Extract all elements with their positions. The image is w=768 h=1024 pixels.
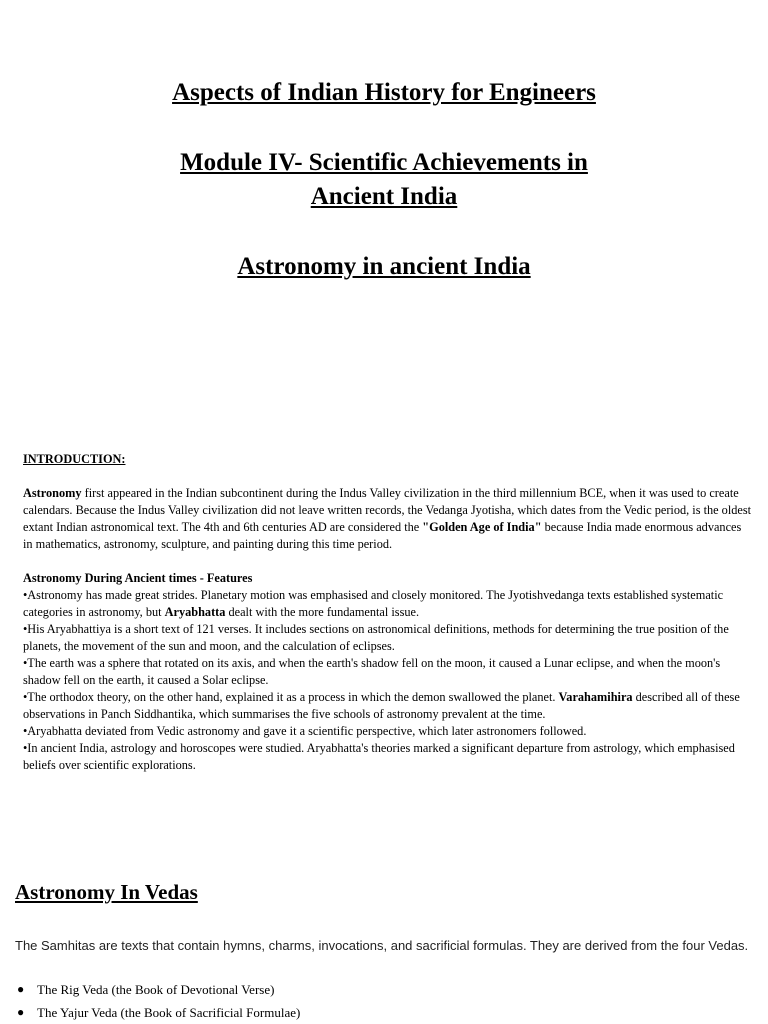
topic-title: Astronomy in ancient India (237, 253, 531, 280)
veda-label: The Rig Veda (the Book of Devotional Verse) (37, 982, 275, 997)
varahamihira-term: Varahamihira (558, 690, 633, 704)
feature-bullet-5: •Aryabhatta deviated from Vedic astronomy and gave it a scientific perspective, which later astronomers followed. (23, 724, 587, 738)
feature-bullet-1 (23, 587, 753, 621)
veda-label: The Yajur Veda (the Book of Sacrificial Formulae) (37, 1005, 301, 1020)
introduction-heading: INTRODUCTION: (23, 452, 126, 466)
bullet-icon: ● (17, 982, 25, 996)
feature-bullet-2: •His Aryabhattiya is a short text of 121 verses. It includes sections on astronomical definitions, methods for determining the true position of the planets, the movement of the sun and moon, and the calculation of eclipses. (23, 622, 729, 653)
introduction-section (23, 451, 753, 774)
module-title-line2: Ancient India (310, 183, 458, 210)
intro-text-2: because India made enormous advances in mathematics, astronomy, sculpture, and painting during this time period. (23, 520, 742, 551)
feature-4-end: described all of these observations in Panch Siddhantika, which summarises the five schools of astronomy prevalent at the time. (23, 690, 740, 721)
feature-bullet-3: •The earth was a sphere that rotated on its axis, and when the earth's shadow fell on the moon, it caused a Lunar eclipse, and when the moon's shadow fell on the earth, it caused a Solar eclipse. (23, 656, 721, 687)
course-title: Aspects of Indian History for Engineers (172, 79, 596, 106)
feature-bullet-6: •In ancient India, astrology and horoscopes were studied. Aryabhatta's theories marked a significant departure from astrology, which emphasised beliefs over scientific explorations. (23, 741, 735, 772)
veda-list (15, 978, 755, 1024)
vedas-heading: Astronomy In Vedas (15, 880, 198, 904)
feature-bullet-4 (23, 689, 753, 723)
introduction-paragraph (23, 485, 753, 553)
feature-4-text: •The orthodox theory, on the other hand, explained it as a process in which the demon swallowed the planet. (23, 690, 559, 704)
golden-age-term: "Golden Age of India" (422, 520, 542, 534)
aryabhatta-term: Aryabhatta (164, 605, 226, 619)
bullet-icon: ● (17, 1005, 25, 1019)
intro-text-1: first appeared in the Indian subcontinent during the Indus Valley civilization in the third millennium BCE, when it was used to create calendars. Because the Indus Valley civilization did not leave written records, the Vedanga Jyotisha, which dates from the Vedic period, is the oldest extant Indian astronomical text. The 4th and 6th centuries AD are considered the (23, 486, 752, 534)
feature-1-text: •Astronomy has made great strides. Planetary motion was emphasised and closely monitored. The Jyotishvedanga texts established systematic categories in astronomy, but (23, 588, 724, 619)
astronomy-term: Astronomy (23, 486, 82, 500)
samhitas-paragraph: The Samhitas are texts that contain hymns, charms, invocations, and sacrificial formulas. They are derived from the four Vedas. (15, 938, 749, 953)
feature-1-end: dealt with the more fundamental issue. (225, 605, 420, 619)
features-heading: Astronomy During Ancient times - Features (23, 571, 253, 585)
module-title-line1: Module IV- Scientific Achievements in (180, 149, 588, 176)
list-item (15, 978, 755, 1001)
list-item (15, 1001, 755, 1024)
